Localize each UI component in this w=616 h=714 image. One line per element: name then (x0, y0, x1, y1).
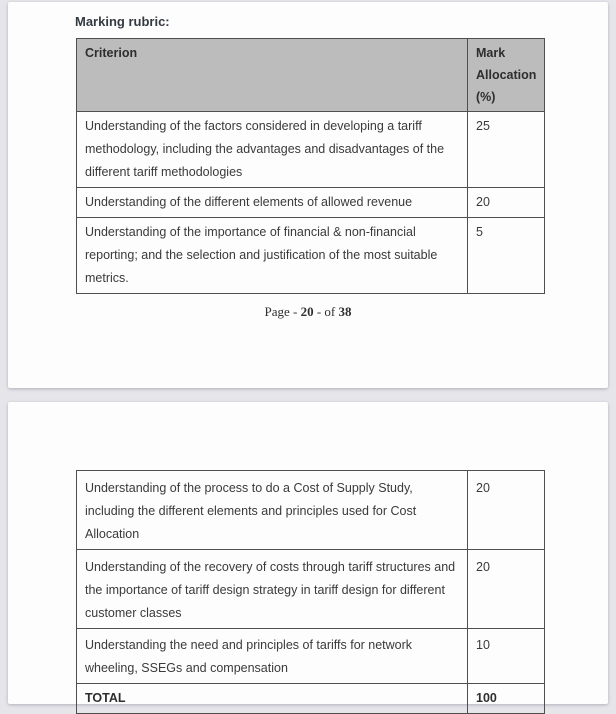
document-page-1 (8, 2, 608, 388)
criterion-cell: Understanding of the process to do a Cost of Supply Study, including the different elements and principles used for Cost Allocation (77, 471, 468, 550)
criterion-cell: Understanding the need and principles of tariffs for network wheeling, SSEGs and compensation (77, 629, 468, 684)
mark-allocation-header-cell: Mark Allocation (%) (468, 39, 545, 112)
mark-value-cell: 20 (468, 550, 545, 629)
table-row (77, 471, 545, 550)
marking-rubric-table-continued (76, 470, 545, 714)
mark-value-cell: 20 (468, 188, 545, 218)
criterion-header-cell: Criterion (77, 39, 468, 112)
document-page-2 (8, 402, 608, 704)
total-label-cell: TOTAL (77, 684, 468, 714)
total-value-cell: 100 (468, 684, 545, 714)
mark-value-cell: 5 (468, 218, 545, 294)
criterion-cell: Understanding of the recovery of costs through tariff structures and the importance of tariff design strategy in tariff design for different customer classes (77, 550, 468, 629)
mark-value-cell: 25 (468, 112, 545, 188)
criterion-cell: Understanding of the different elements of allowed revenue (77, 188, 468, 218)
criterion-cell: Understanding of the factors considered in developing a tariff methodology, including the advantages and disadvantages of the different tariff methodologies (77, 112, 468, 188)
marking-rubric-table (76, 38, 545, 294)
footer-middle: - of (313, 304, 339, 319)
mark-value-cell: 10 (468, 629, 545, 684)
table-header-row (77, 39, 545, 112)
total-row (77, 684, 545, 714)
footer-page-number: 20 (300, 304, 314, 319)
table-row (77, 550, 545, 629)
footer-prefix: Page - (264, 304, 301, 319)
table-row (77, 629, 545, 684)
page-footer (8, 304, 608, 320)
table-row (77, 112, 545, 188)
criterion-cell: Understanding of the importance of financial & non-financial reporting; and the selection and justification of the most suitable metrics. (77, 218, 468, 294)
footer-total-pages: 38 (338, 304, 352, 319)
marking-rubric-heading: Marking rubric: (75, 14, 170, 29)
mark-value-cell: 20 (468, 471, 545, 550)
table-row (77, 188, 545, 218)
table-row (77, 218, 545, 294)
